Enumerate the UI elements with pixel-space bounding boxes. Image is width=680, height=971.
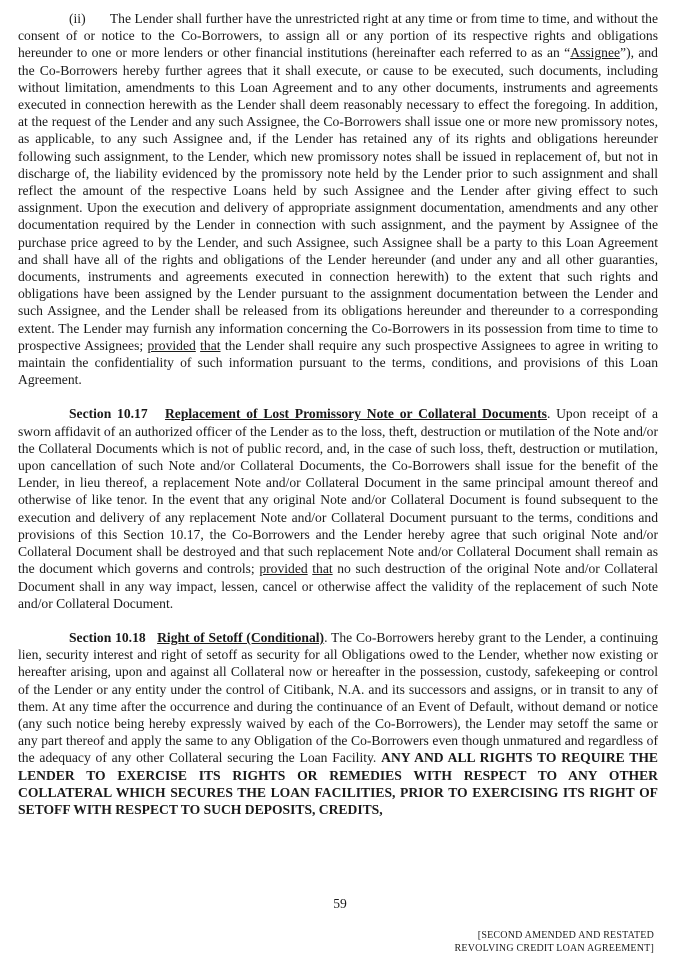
section-10-17 bbox=[18, 405, 658, 611]
paragraph-text: the Lender shall require any such prospective Assignees to agree in writing to maintain the confidentiality of such information pursuant to the terms, conditions, and provisions of this Loan Agreement. bbox=[18, 337, 658, 388]
section-label: Section 10.17 bbox=[69, 406, 148, 422]
section-text: . Upon receipt of a sworn affidavit of an authorized officer of the Lender as to the loss, theft, destruction or mutilation of the Note and/or the Collateral Documents which is not of public record, and, in the case of such loss, theft, destruction or mutilation, upon cancellation of such Note and/or Collateral Documents, the Co-Borrowers shall issue for the benefit of the Lender, in lieu thereof, a replacement Note and/or Collateral Document in the same principal amount thereof and otherwise of like tenor. In the event that any original Note and/or Collateral Document is found subsequent to the execution and delivery of any replacement Note and/or Collateral Document pursuant to the terms, conditions and provisions of this Section 10.17, the Co-Borrowers and the Lender hereby agree that such original Note and/or Collateral Document shall be destroyed and that such replacement Note and/or Collateral Document shall remain as the document which governs and controls; bbox=[18, 406, 658, 577]
paragraph-gap bbox=[18, 388, 658, 405]
section-label: Section 10.18 bbox=[69, 629, 146, 645]
provided-term: provided bbox=[259, 561, 308, 577]
footer-line-2: REVOLVING CREDIT LOAN AGREEMENT] bbox=[454, 943, 654, 954]
section-text: no such destruction of the original Note and/or Collateral Document shall in any way impact, lessen, cancel or otherwise affect the validity of the replacement of such Note and/or Collateral Document. bbox=[18, 561, 658, 611]
provided-term: provided bbox=[147, 337, 196, 353]
paragraph-gap bbox=[18, 612, 658, 629]
that-term: that bbox=[312, 561, 333, 577]
paragraph-text: The Lender shall further have the unrestricted right at any time or from time to time, and without the consent of or notice to the Co-Borrowers, to assign all or any portion of its respective rights and obligations hereunder to one or more lenders or other financial institutions (hereinafter each referred to as an “ bbox=[18, 11, 658, 61]
footer-line-1: [SECOND AMENDED AND RESTATED bbox=[477, 930, 654, 941]
document-footer bbox=[455, 929, 654, 955]
document-page bbox=[18, 10, 658, 818]
section-title: Right of Setoff (Conditional) bbox=[157, 629, 325, 645]
section-text: . The Co-Borrowers hereby grant to the Lender, a continuing lien, security interest and right of setoff as security for all Obligations owed to the Lender, whether now existing or hereafter arising, upon and against all Collateral now or hereafter in the possession, custody, safekeeping or control of the Lender or any entity under the control of Citibank, N.A. and its successors and assigns, or in transit to any of them. At any time after the occurrence and during the continuance of an Event of Default, without demand or notice (any such notice being hereby expressly waived by each of the Co-Borrowers), the Lender may setoff the same or any part thereof and apply the same to any Obligation of the Co-Borrowers even though unmatured and regardless of the adequacy of any other Collateral securing the Loan Facility. bbox=[18, 629, 658, 766]
section-bold-text: ANY AND ALL RIGHTS TO REQUIRE THE LENDER TO EXERCISE ITS RIGHTS OR REMEDIES WITH RESPECT TO ANY OTHER COLLATERAL WHICH SECURES THE LOAN FACILITIES, PRIOR TO EXERCISING ITS RIGHT OF SETOFF WITH RESPECT TO SUCH DEPOSITS, CREDITS, bbox=[18, 750, 659, 817]
page-number: 59 bbox=[333, 896, 347, 911]
paragraph-ii bbox=[18, 10, 658, 388]
paragraph-number: (ii) bbox=[69, 11, 86, 26]
defined-term-assignee: Assignee bbox=[570, 45, 621, 61]
that-term: that bbox=[200, 337, 221, 353]
paragraph-text: ”), and the Co-Borrowers hereby further agrees that it shall execute, or cause to be executed, such documents, including without limitation, amendments to this Loan Agreement and to any other documents, instruments and agreements executed in connection herewith as the Lender shall deem reasonably necessary to effect the foregoing. In addition, at the request of the Lender and any such Assignee, the Co-Borrowers shall issue one or more new promissory notes, as applicable, to any such Assignee and, if the Lender has retained any of its rights and obligations hereunder following such assignment, to the Lender, which new promissory notes shall be issued in replacement of, but not in discharge of, the liability evidenced by the promissory note held by the Lender prior to such assignment and shall reflect the amount of the respective Loans held by such Assignee and the Lender after giving effect to such assignment. Upon the execution and delivery of appropriate assignment documentation, amendments and any other documentation required by the Lender in connection with such assignment, and the payment by Assignee of the purchase price agreed to by the Lender, and such Assignee, such Assignee shall be a party to this Loan Agreement and shall have all of the rights and obligations of the Lender hereunder (and under any and all other guaranties, documents, instruments and agreements executed in connection herewith) to the extent that such rights and obligations have been assigned by the Lender pursuant to the assignment documentation between the Lender and such Assignee, and the Lender shall be released from its obligations hereunder and thereunder to a corresponding extent. The Lender may furnish any information concerning the Co-Borrowers in its possession from time to time to prospective Assignees; bbox=[18, 45, 658, 353]
section-title: Replacement of Lost Promissory Note or Collateral Documents bbox=[164, 406, 547, 422]
section-10-18 bbox=[18, 629, 658, 818]
